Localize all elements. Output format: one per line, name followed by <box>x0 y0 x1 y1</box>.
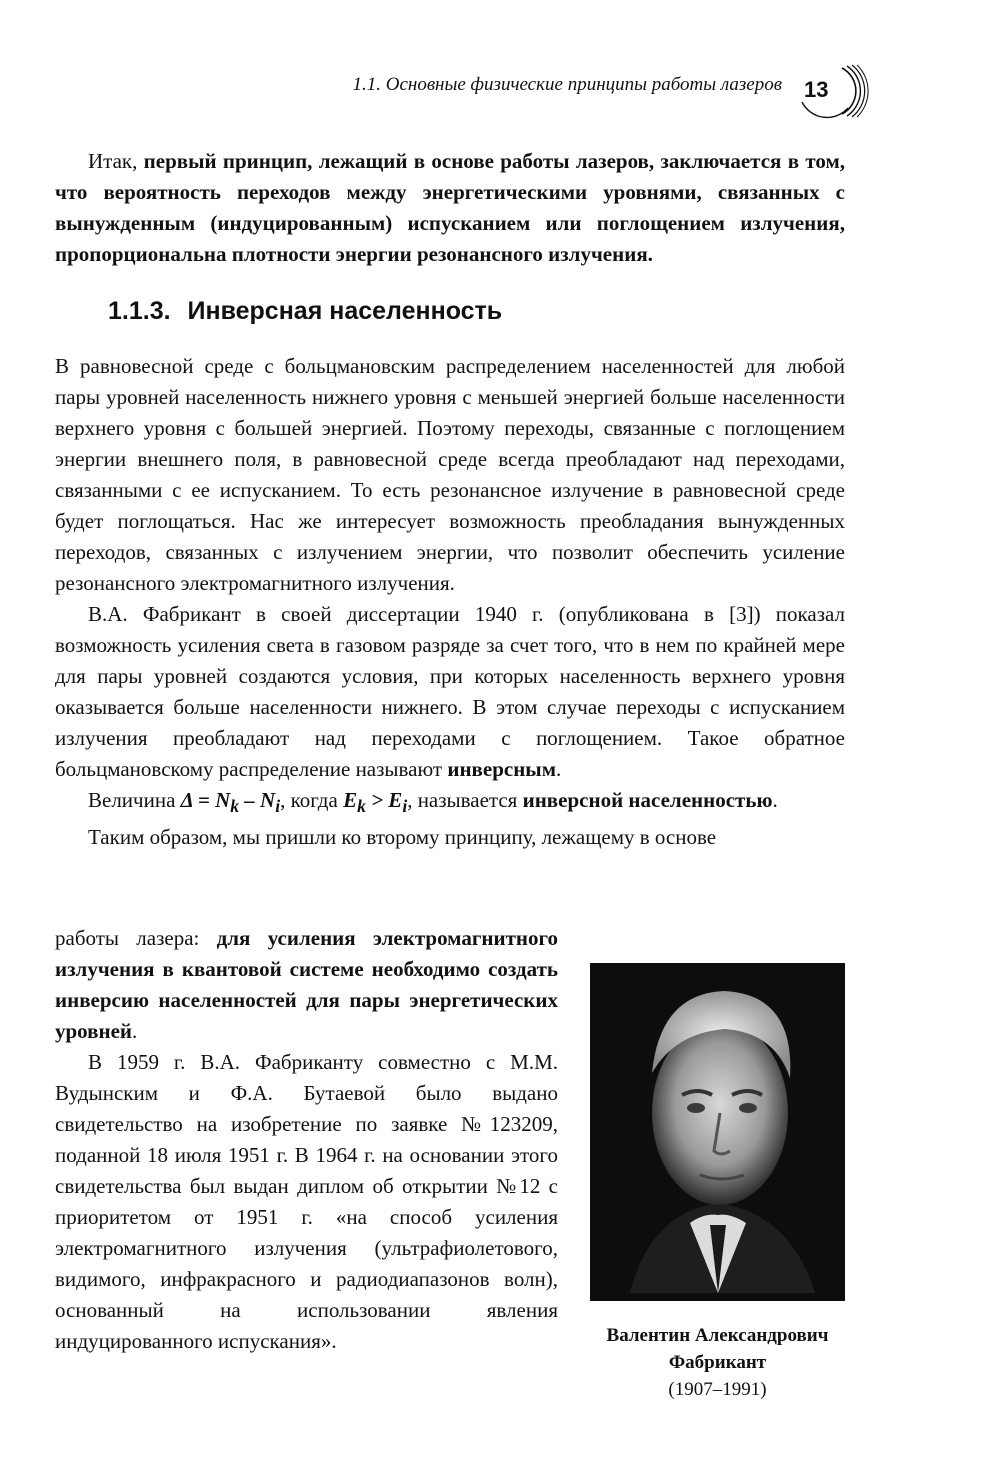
formula-sub-i: i <box>275 796 281 817</box>
page-number-badge <box>788 62 880 120</box>
section-number: 1.1.3. <box>108 297 171 325</box>
intro-lead: Итак, <box>88 149 144 173</box>
paragraph-3-end: . <box>772 788 778 812</box>
paragraph-3-lead: Величина <box>88 788 181 812</box>
intro-paragraph <box>55 146 845 270</box>
paragraph-2 <box>55 599 845 785</box>
running-title: 1.1. Основные физические принципы работы лазеров <box>352 74 782 95</box>
section-heading <box>108 297 502 326</box>
paragraph-2-text: В.А. Фабрикант в своей диссертации 1940 г. (опубликована в [3]) показал возможность усиления света в газовом разряде за счет того, что в нем по крайней мере для пары уровней создаются условия, при которых населенность верхнего уровня оказывается больше населенности нижнего. В этом случае переходы с испусканием излучения преобладают над переходами с поглощением. Такое обратное больцмановскому распределение называют <box>55 602 845 781</box>
formula-sub-k-2: k <box>357 796 366 817</box>
formula-delta: Δ = N <box>180 788 231 812</box>
section-title: Инверсная населенность <box>187 297 503 325</box>
first-principle-statement: первый принцип, лежащий в основе работы лазеров, заключается в том, что вероятность переходов между энергетическими уровнями, связанных с вынужденным (индуцированным) испусканием или поглощением излучения, пропорциональна плотности энергии резонансного излучения. <box>55 149 846 266</box>
term-inverse: инверсным <box>447 757 557 781</box>
term-inverse-population: инверсной населенностью <box>522 788 773 812</box>
page-number: 13 <box>804 77 829 102</box>
formula-minus: – N <box>239 788 276 812</box>
portrait-photo <box>590 963 845 1301</box>
paragraph-4-cont-text: работы лазера: <box>55 926 217 950</box>
paragraph-5: В 1959 г. В.А. Фабриканту совместно с М.М. Вудынским и Ф.А. Бутаевой было выдано свидетельство на изобретение по заявке №123209, поданной 18 июля 1951 г. В 1964 г. на основании этого свидетельства был выдан диплом об открытии №12 с приоритетом от 1951 г. «на способ усиления электромагнитного излучения (ультрафиолетового, видимого, инфракрасного и радиодиапазонов волн), основанный на использовании явления индуцированного испускания». <box>55 1050 558 1353</box>
paragraph-4-cont <box>55 923 558 1047</box>
paragraph-1: В равновесной среде с больцмановским распределением населенностей для любой пары уровней населенность нижнего уровня с меньшей энергией больше населенности верхнего уровня с большей энергией. Поэтому переходы, связанные с поглощением энергии внешнего поля, в равновесной среде всегда преобладают над переходами, связанными с ее испусканием. То есть резонансное излучение в равновесной среде будет поглощаться. Нас же интересует возможность преобладания вынужденных переходов, связанных с излучением энергии, что позволит обеспечить усиление резонансного электромагнитного излучения. <box>55 354 845 595</box>
page-arc-icon <box>788 62 880 120</box>
second-principle-statement: для усиления электромагнитного излучения в квантовой системе необходимо создать инверсию населенностей для пары энергетических уровней <box>55 926 558 1043</box>
formula-e: E <box>343 788 358 812</box>
section-body <box>55 351 845 853</box>
paragraph-4-end: . <box>132 1019 138 1043</box>
formula-gt: > E <box>365 788 403 812</box>
paragraph-3-mid: , когда <box>280 788 344 812</box>
paragraph-3 <box>55 785 845 822</box>
caption-name-line2: Фабрикант <box>668 1352 767 1373</box>
caption-years: (1907–1991) <box>668 1379 767 1400</box>
paragraph-2-end: . <box>556 757 562 781</box>
portrait-image <box>590 963 845 1301</box>
portrait-caption <box>575 1322 860 1403</box>
running-header <box>300 62 880 118</box>
caption-name-line1: Валентин Александрович <box>606 1325 829 1346</box>
formula-sub-i-2: i <box>402 796 408 817</box>
formula-sub-k: k <box>230 796 240 817</box>
paragraph-4-start: Таким образом, мы пришли ко второму принципу, лежащему в основе <box>88 825 717 850</box>
paragraph-3-after: , называется <box>407 788 523 812</box>
narrow-column <box>55 923 558 1357</box>
